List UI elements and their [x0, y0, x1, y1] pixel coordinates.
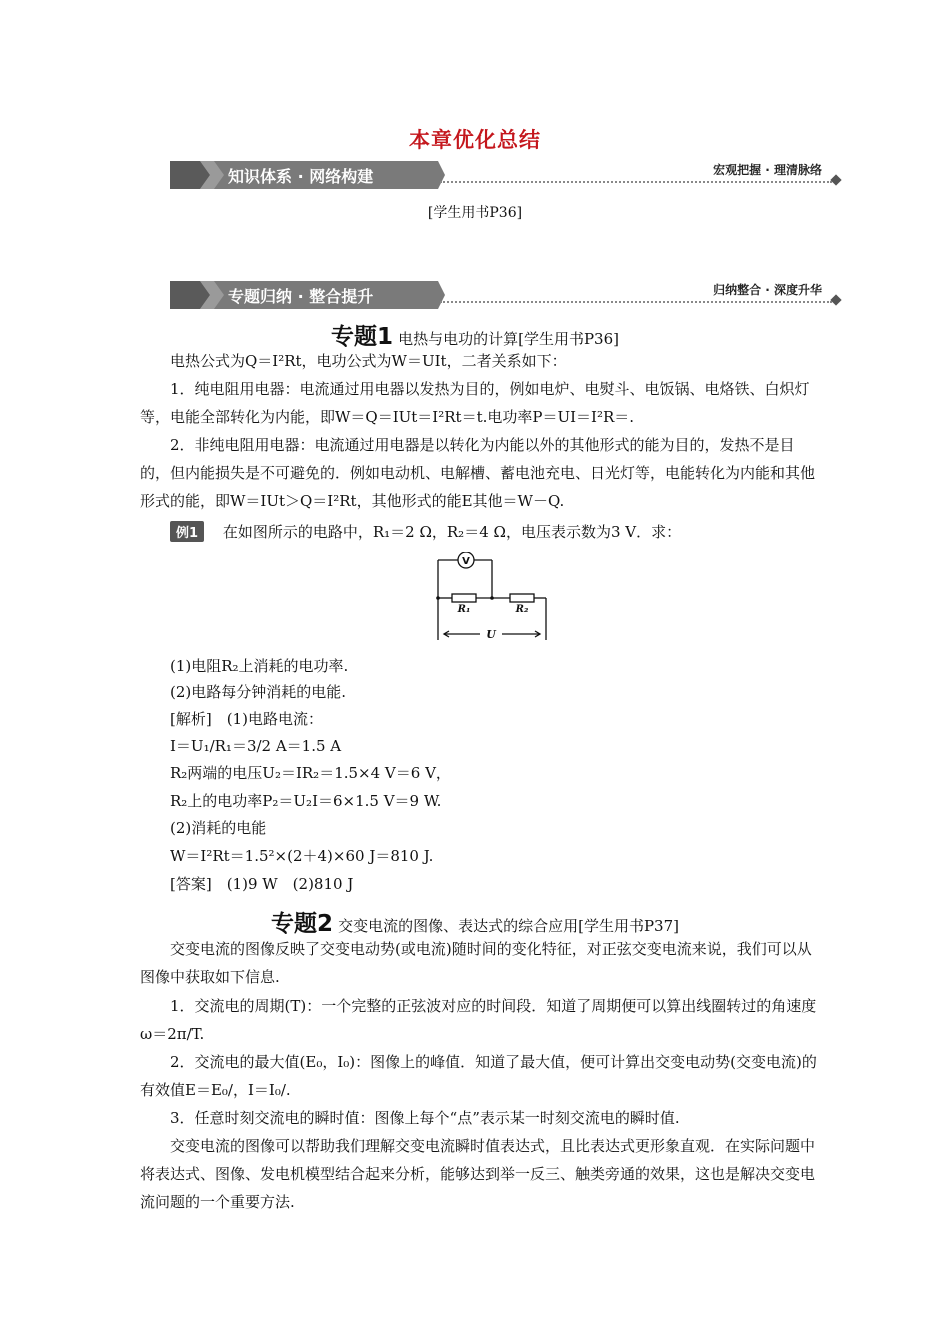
analysis-step-3: R₂上的电功率P₂＝U₂I＝6×1.5 V＝9 W.: [170, 792, 442, 810]
r2-label: R₂: [515, 604, 529, 615]
topic1-item-2: 2．非纯电阻用电器：电流通过用电器是以转化为内能以外的其他形式的能为目的，发热不是目的，但内能损失是不可避免的．例如电动机、电解槽、蓄电池充电、日光灯等，电能转化为内能和其他形式的能，即W＝IUt＞Q＝I²Rt，其他形式的能E其他＝W－Q.: [140, 436, 816, 510]
example-1: [170, 521, 681, 542]
topic2-item-3: 3．任意时刻交流电的瞬时值：图像上每个“点”表示某一时刻交流电的瞬时值.: [170, 1109, 680, 1127]
topic2-intro: 交变电流的图像反映了交变电动势(或电流)随时间的变化特征，对正弦交变电流来说，我们可以从图像中获取如下信息.: [140, 940, 812, 986]
dotted-divider: [440, 301, 832, 303]
analysis-heading: [解析] (1)电路电流：: [170, 710, 323, 728]
topic-subtitle: 交变电流的图像、表达式的综合应用[学生用书P37]: [338, 917, 679, 935]
topic2-item-2: 2．交流电的最大值(E₀，I₀)：图像上的峰值．知道了最大值，便可计算出交变电动势(交变电流)的有效值E＝E₀/，I＝I₀/.: [140, 1053, 817, 1099]
page-reference: [学生用书P36]: [427, 205, 523, 221]
analysis-step-2: R₂两端的电压U₂＝IR₂＝1.5×4 V＝6 V，: [170, 764, 451, 782]
u-label: U: [486, 628, 496, 641]
topic2-summary: 交变电流的图像可以帮助我们理解交变电流瞬时值表达式，且比表达式更形象直观．在实际问题中将表达式、图像、发电机模型结合起来分析，能够达到举一反三、触类旁通的效果，这也是解决交变电流问题的一个重要方法.: [140, 1137, 816, 1211]
section-banner-knowledge: [170, 161, 840, 191]
analysis-step-5: W＝I²Rt＝1.5²×(2＋4)×60 J＝810 J.: [170, 847, 434, 865]
analysis-step-1: I＝U₁/R₁＝3/2 A＝1.5 A: [170, 737, 342, 755]
example-text: 在如图所示的电路中，R₁＝2 Ω，R₂＝4 Ω，电压表示数为3 V．求：: [222, 523, 682, 541]
diamond-icon: [830, 174, 841, 185]
topic1-item-1: 1．纯电阻用电器：电流通过用电器以发热为目的，例如电炉、电熨斗、电饭锅、电烙铁、白炽灯等，电能全部转化为内能，即W＝Q＝IUt＝I²Rt＝t.电功率P＝UI＝I²R＝.: [140, 380, 810, 426]
resistor-r2: [510, 594, 534, 602]
banner-right-text: 归纳整合 · 深度升华: [713, 283, 822, 297]
topic-subtitle: 电热与电功的计算[学生用书P36]: [398, 330, 619, 348]
banner-left-text: 专题归纳 · 整合提升: [228, 287, 374, 306]
topic-number: 专题1: [331, 324, 394, 350]
question-2: (2)电路每分钟消耗的电能.: [170, 683, 347, 701]
dotted-divider: [440, 181, 832, 183]
question-1: (1)电阻R₂上消耗的电功率.: [170, 657, 349, 675]
topic2-item-1: 1．交流电的周期(T)：一个完整的正弦波对应的时间段．知道了周期便可以算出线圈转过的角速度ω＝2π/T.: [140, 997, 817, 1043]
r1-label: R₁: [457, 604, 471, 615]
page-title: 本章优化总结: [409, 128, 541, 152]
section-banner-topics: [170, 281, 840, 311]
banner-left-text: 知识体系 · 网络构建: [228, 167, 374, 186]
banner-right-text: 宏观把握 · 理清脉络: [713, 163, 822, 177]
resistor-r1: [452, 594, 476, 602]
topic-heading-2: [0, 905, 950, 938]
example-badge: 例1: [170, 521, 204, 542]
voltmeter-label: V: [462, 556, 470, 567]
answer: [答案] (1)9 W (2)810 J: [170, 875, 354, 893]
circuit-diagram: [430, 552, 554, 652]
diamond-icon: [830, 294, 841, 305]
topic-number: 专题2: [271, 911, 334, 937]
topic1-intro: 电热公式为Q＝I²Rt，电功公式为W＝UIt，二者关系如下：: [170, 352, 567, 370]
analysis-step-4: (2)消耗的电能: [170, 819, 267, 837]
